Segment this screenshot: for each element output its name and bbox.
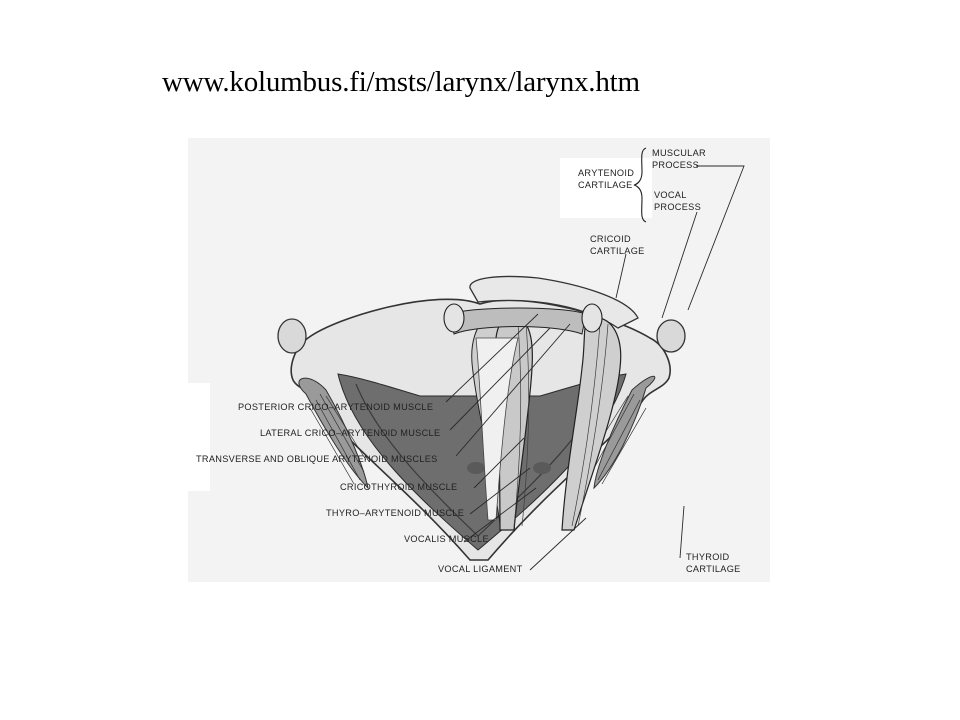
source-url: www.kolumbus.fi/msts/larynx/larynx.htm xyxy=(162,66,640,98)
label-thyroid-2: CARTILAGE xyxy=(686,564,741,574)
left-superior-horn xyxy=(278,319,306,353)
larynx-illustration xyxy=(188,138,770,582)
label-arytenoid-1: ARYTENOID xyxy=(578,168,635,178)
label-arytenoid-2: CARTILAGE xyxy=(578,180,633,190)
label-posterior: POSTERIOR CRICO–ARYTENOID MUSCLE xyxy=(238,402,434,412)
label-transverse: TRANSVERSE AND OBLIQUE ARYTENOID MUSCLES xyxy=(196,454,438,464)
label-vocalis: VOCALIS MUSCLE xyxy=(404,534,489,544)
label-muscular-2: PROCESS xyxy=(652,160,700,170)
label-vocal-ligament: VOCAL LIGAMENT xyxy=(438,564,523,574)
label-vocal-process-2: PROCESS xyxy=(654,202,702,212)
label-cricoid-2: CARTILAGE xyxy=(590,246,645,256)
label-lateral: LATERAL CRICO–ARYTENOID MUSCLE xyxy=(260,428,441,438)
label-cricothyroid: CRICOTHYROID MUSCLE xyxy=(340,482,458,492)
label-vocal-process-1: VOCAL xyxy=(654,190,687,200)
label-thyroid-1: THYROID xyxy=(686,552,730,562)
label-muscular-1: MUSCULAR xyxy=(652,148,706,158)
right-superior-horn xyxy=(657,320,685,352)
label-thyroarytenoid: THYRO–ARYTENOID MUSCLE xyxy=(326,508,465,518)
label-cricoid-1: CRICOID xyxy=(590,234,631,244)
